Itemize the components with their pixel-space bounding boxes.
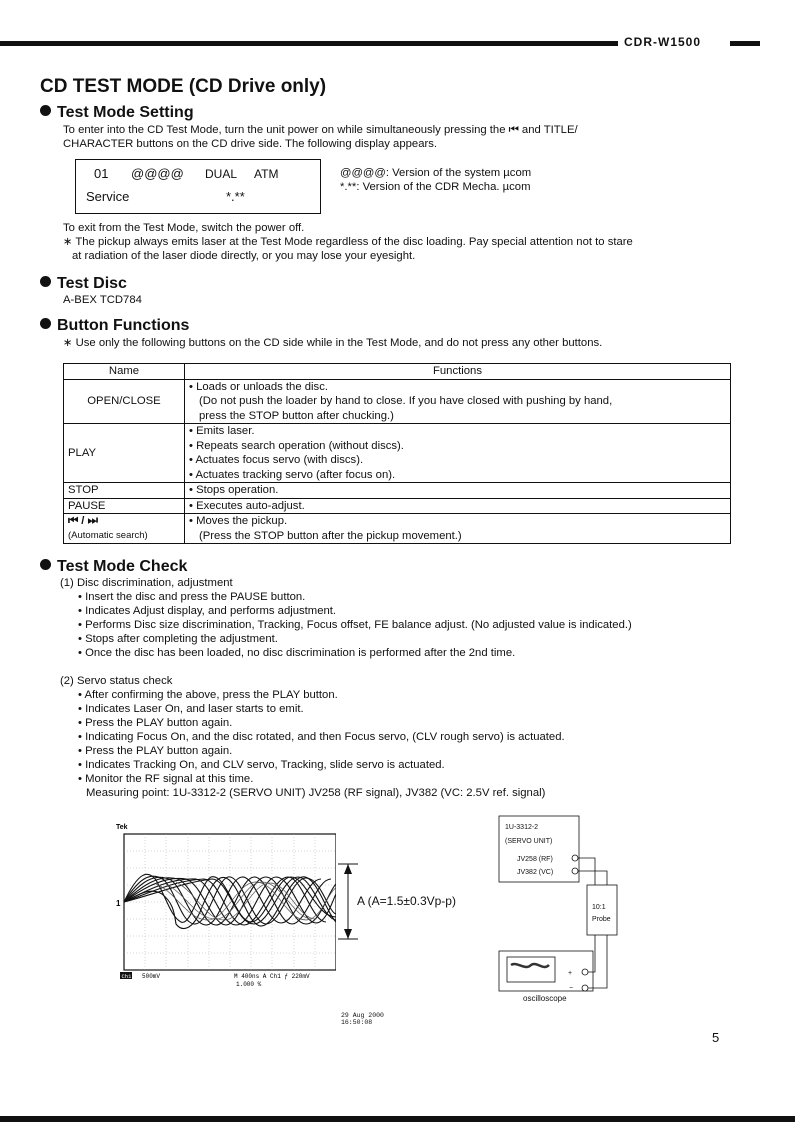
list-item: • Indicates Adjust display, and performs adjustment. [78,605,337,617]
list-item: • Monitor the RF signal at this time. [78,773,254,785]
minus-terminal-label: − [569,985,574,992]
oscilloscope-label: oscilloscope [523,994,567,1003]
bullet-icon [40,105,51,116]
page-title: CD TEST MODE (CD Drive only) [40,76,327,97]
oscilloscope-screen-icon [507,957,555,982]
function-line: • Actuates focus servo (with discs). [189,454,364,466]
column-header-name: Name [64,364,185,380]
section-heading-test-mode-check: Test Mode Check [40,558,187,576]
table-row [64,514,731,544]
automatic-search-label: (Automatic search) [68,529,148,541]
ch1-ground-marker: 1 [116,899,121,908]
display-version: @@@@ [131,166,184,181]
list-item: • Performs Disc size discrimination, Tracking, Focus offset, FE balance adjust. (No adjusted value is indicated.) [78,619,632,631]
list-item: • Indicates Laser On, and laser starts to emit. [78,703,304,715]
section-heading-test-mode-setting: Test Mode Setting [40,104,194,122]
display-dual: DUAL [205,167,238,181]
row-name: PLAY [64,424,185,483]
column-header-functions: Functions [185,364,731,380]
button-functions-table [63,363,731,544]
function-line: • Repeats search operation (without discs). [189,439,404,452]
row-name: OPEN/CLOSE [64,379,185,424]
section-heading-test-disc: Test Disc [40,275,127,293]
row-name [64,514,185,544]
measuring-point: Measuring point: 1U-3312-2 (SERVO UNIT) JV258 (RF signal), JV382 (VC: 2.5V ref. signal) [86,787,546,799]
laser-warning-line2: at radiation of the laser diode directly, or you may lose your eyesight. [72,250,416,262]
exit-instruction: To exit from the Test Mode, switch the power off. [63,222,305,234]
scope-volts-div: 500mV [142,973,161,980]
laser-warning-line1: ∗ The pickup always emits laser at the Test Mode regardless of the disc loading. Pay special attention not to stare [63,236,633,248]
bullet-icon [40,318,51,329]
probe-ratio: 10:1 [592,904,606,911]
setting-intro-line2: CHARACTER buttons on the CD drive side. The following display appears. [63,138,438,150]
table-row [64,379,731,424]
scope-tek-label: Tek [116,824,128,831]
row-name: STOP [64,483,185,499]
header-rule-left [0,41,618,46]
table-row [64,483,731,499]
table-row [64,498,731,514]
row-name: PAUSE [64,498,185,514]
function-line: • Actuates tracking servo (after focus on). [189,468,396,481]
function-line: (Press the STOP button after the pickup movement.) [199,529,462,542]
amplitude-label: A (A=1.5±0.3Vp-p) [357,894,456,908]
list-item: • Insert the disc and press the PAUSE button. [78,591,306,603]
list-item: • Stops after completing the adjustment. [78,633,278,645]
setting-intro-line1: To enter into the CD Test Mode, turn the unit power on while simultaneously pressing the ⏮ and TITLE/ [63,124,578,136]
table-header-row [64,364,731,380]
servo-unit-id: 1U-3312-2 [505,824,539,831]
display-code: 01 [94,166,109,181]
part1-title: (1) Disc discrimination, adjustment [60,577,233,589]
function-line: • Loads or unloads the disc. [189,380,328,393]
skip-buttons-label: ⏮ / ⏭ [68,515,98,527]
list-item: • Indicating Focus On, and the disc rotated, and then Focus servo, (CLV rough servo) is actuated. [78,731,565,743]
scope-grid [124,834,336,970]
jv382-terminal [572,868,578,874]
list-item: • After confirming the above, press the PLAY button. [78,689,338,701]
header-rule-right [730,41,760,46]
bullet-icon [40,276,51,287]
jv258-label: JV258 (RF) [517,856,553,863]
display-atm: ATM [254,167,279,181]
display-panel [75,159,321,214]
list-item: • Press the PLAY button again. [78,745,233,757]
ch1-label: Ch1 [121,973,132,980]
display-mecha-version: *.** [226,189,245,204]
table-row [64,424,731,483]
row-functions [185,379,731,424]
row-functions [185,424,731,483]
connection-diagram [495,815,635,995]
scope-timestamp [341,1012,384,1026]
scope-timebase: M 400ns A Ch1 ƒ 220mV [234,973,310,980]
section-heading-button-functions: Button Functions [40,317,189,335]
oscilloscope-waveform [116,822,336,987]
row-functions: • Executes auto-adjust. [185,498,731,514]
row-functions [185,514,731,544]
probe-label: Probe [592,916,611,923]
function-line: • Emits laser. [189,425,255,437]
function-line: (Do not push the loader by hand to close. If you have closed with pushing by hand, [199,395,613,407]
model-name: CDR-W1500 [624,35,702,49]
plus-terminal [582,969,588,975]
footer-rule [0,1116,795,1122]
list-item: • Press the PLAY button again. [78,717,233,729]
button-functions-note: ∗ Use only the following buttons on the CD side while in the Test Mode, and do not press any other buttons. [63,337,603,349]
scope-time: 16:50:08 [341,1019,373,1026]
minus-terminal [582,985,588,991]
servo-unit-name: (SERVO UNIT) [505,838,553,845]
list-item: • Once the disc has been loaded, no disc discrimination is performed after the 2nd time. [78,647,516,659]
scope-date: 29 Aug 2000 [341,1012,384,1019]
display-service: Service [86,189,130,204]
scope-trigger-level: 1.000 % [236,981,262,987]
jv258-terminal [572,855,578,861]
legend-mecha-version: *.**: Version of the CDR Mecha. µcom [340,181,531,193]
test-disc-value: A-BEX TCD784 [63,294,142,306]
bullet-icon [40,559,51,570]
row-functions: • Stops operation. [185,483,731,499]
legend-system-version: @@@@: Version of the system µcom [340,167,532,179]
plus-terminal-label: + [568,970,573,977]
part2-title: (2) Servo status check [60,675,173,687]
function-line: press the STOP button after chucking.) [199,409,394,422]
list-item: • Indicates Tracking On, and CLV servo, Tracking, slide servo is actuated. [78,759,445,771]
amplitude-arrow [338,862,358,942]
page-number: 5 [712,1030,720,1045]
jv382-label: JV382 (VC) [517,869,554,876]
function-line: • Moves the pickup. [189,515,288,527]
